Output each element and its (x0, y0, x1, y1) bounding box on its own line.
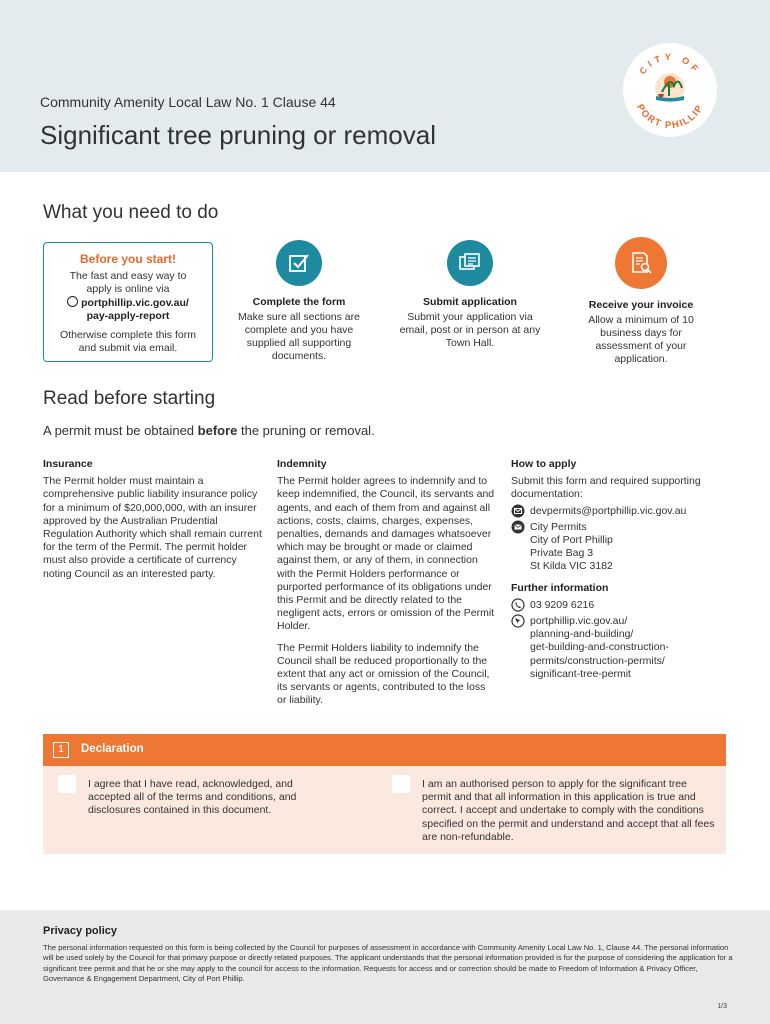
step-text: Submit your application via email, post or in person at any Town Hall. (399, 311, 541, 349)
privacy-section (0, 910, 770, 1024)
web-link-line[interactable]: get-building-and-construction- (530, 641, 669, 654)
step-title: Receive your invoice (588, 299, 694, 311)
before-you-start-text: The fast and easy way to apply is online via (69, 270, 187, 295)
indemnity-column (277, 458, 495, 716)
header-band (0, 0, 770, 172)
read-before-heading: Read before starting (43, 388, 216, 409)
invoice-search-icon (615, 237, 667, 289)
declaration-label: Declaration (81, 743, 144, 755)
indemnity-text-2: The Permit Holders liability to indemnify the Council shall be reduced proportionally to the extent that any act or omission of the Council, its servants or agents, contributed to the loss or liability. (277, 641, 490, 707)
agree-terms-text: I agree that I have read, acknowledged, and accepted all of the terms and conditions, and disclosures contained in this document. (88, 778, 297, 817)
step-receive-invoice (561, 240, 721, 366)
indemnity-title: Indemnity (277, 458, 327, 470)
document-subtitle: Community Amenity Local Law No. 1 Clause 44 (40, 94, 336, 110)
logo-text-bottom: PORT PHILLIP (634, 102, 706, 132)
insurance-title: Insurance (43, 458, 93, 470)
authorised-person-checkbox[interactable] (392, 775, 410, 793)
before-you-start-box (43, 242, 213, 362)
before-you-start-title: Before you start! (79, 252, 177, 266)
otherwise-text: Otherwise complete this form and submit via email. (60, 329, 196, 354)
logo-text-top: CITY OF (637, 51, 703, 77)
address-line: City of Port Phillip (530, 534, 613, 547)
email-contact[interactable] (511, 505, 716, 518)
what-you-need-heading: What you need to do (43, 202, 219, 223)
checkbox-icon (276, 240, 322, 286)
page-number: 1/3 (717, 1003, 727, 1010)
email-address[interactable]: devpermits@portphillip.vic.gov.au (530, 504, 687, 517)
online-link-line2[interactable]: pay-apply-report (86, 310, 170, 322)
step-text: Allow a minimum of 10 business days for assessment of your application. (588, 314, 694, 365)
phone-icon (511, 598, 525, 612)
indemnity-text: The Permit holder agrees to indemnify and to keep indemnified, the Council, its servants and agents, and each of them from and against all actions, costs, claims, charges, expenses, penalties, demands and damages whatsoever which may be brought or made or claimed against them, or any of them, in connection with the Permit Holders performance or purported performance of its obligations under this Permit and be directly related to the negligent acts, errors or omission of the Permit Holder. (277, 475, 495, 633)
permit-lead-text: A permit must be obtained before the pruning or removal. (43, 423, 375, 438)
agree-terms-checkbox[interactable] (58, 775, 76, 793)
declaration-body (43, 766, 726, 854)
online-link[interactable]: portphillip.vic.gov.au/ (44, 296, 212, 310)
how-to-apply-text: Submit this form and required supporting documentation: (511, 475, 701, 501)
privacy-text: The personal information requested on this form is being collected by the Council for purposes of assessment in accordance with Community Amenity Local Law No. 1, Clause 44. The personal information will be used solely by the Council for that primary purpose or directly related purposes. The applicant understands that the personal information provided is for the purpose of considering the application for a significant tree permit and that he or she may apply to the council for access to the information. Requests for access and or correction should be made to Freedom of Information & Privacy Officer, Governance & Engagement Department, City of Port Phillip. (43, 943, 733, 984)
how-to-apply-column (511, 458, 716, 681)
privacy-title: Privacy policy (43, 925, 117, 937)
web-contact[interactable] (511, 615, 716, 681)
further-info-title: Further information (511, 581, 609, 594)
declaration-header (43, 734, 726, 766)
web-link-line[interactable]: permits/construction-permits/ (530, 654, 665, 667)
web-link-line[interactable]: significant-tree-permit (530, 667, 631, 680)
step-title: Submit application (423, 296, 517, 308)
insurance-column (43, 458, 263, 589)
insurance-text: The Permit holder must maintain a comprehensive public liability insurance policy for a minimum of $20,000,000, with an insurer approved by the Australian Prudential Regulation Authority which shall remain current for the term of the Permit. The permit holder must also provide a certificate of currency noting Council as an interested party. (43, 475, 262, 580)
how-to-apply-title: How to apply (511, 458, 577, 470)
web-icon (511, 614, 525, 628)
page-title: Significant tree pruning or removal (40, 120, 436, 150)
city-of-port-phillip-logo (622, 42, 718, 138)
web-link-line[interactable]: planning-and-building/ (530, 628, 634, 641)
globe-icon (67, 296, 78, 307)
section-number: 1 (53, 742, 69, 758)
step-text: Make sure all sections are complete and you have supplied all supporting documents. (238, 311, 360, 362)
address-line: City Permits (530, 520, 587, 533)
web-link-line[interactable]: portphillip.vic.gov.au/ (530, 615, 628, 628)
email-icon (511, 504, 525, 518)
phone-contact[interactable] (511, 599, 716, 612)
step-title: Complete the form (252, 296, 346, 308)
phone-number[interactable]: 03 9209 6216 (530, 598, 595, 611)
postal-contact (511, 521, 716, 574)
authorised-person-text: I am an authorised person to apply for the significant tree permit and that all information in this application is true and correct. I accept and undertake to comply with the conditions specified on the permit and understand and accept that all fees are non-refundable. (422, 778, 715, 843)
address-line: St Kilda VIC 3182 (530, 560, 613, 573)
address-line: Private Bag 3 (530, 547, 594, 560)
form-submit-icon (447, 240, 493, 286)
step-submit-application (390, 240, 550, 350)
mail-icon (511, 520, 525, 534)
step-complete-form (219, 240, 379, 363)
